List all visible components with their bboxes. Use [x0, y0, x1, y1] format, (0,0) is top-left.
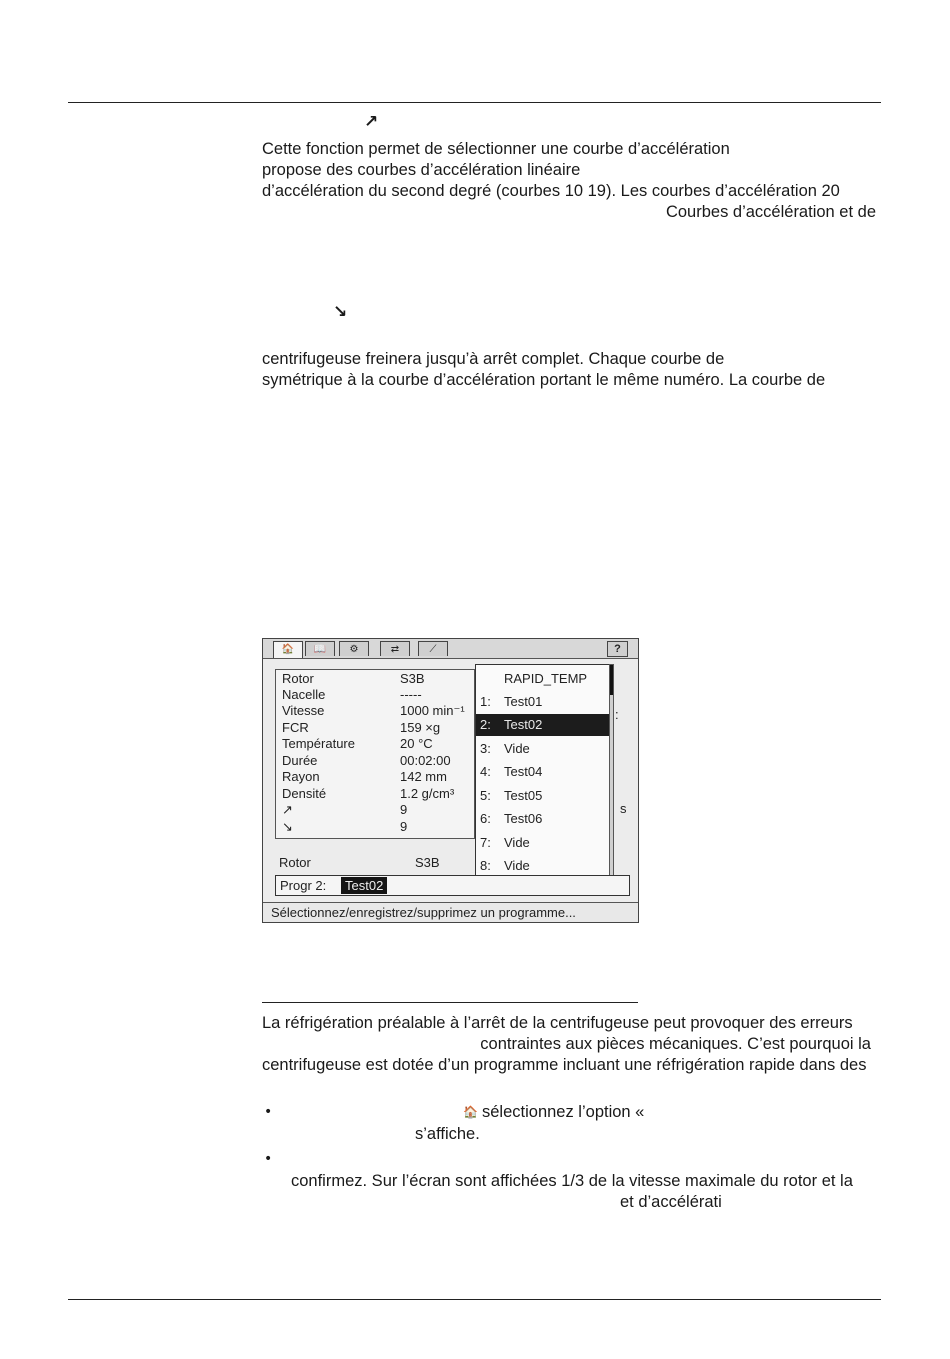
home-icon[interactable]: 🏠	[273, 641, 303, 658]
status-bar: Sélectionnez/enregistrez/supprimez un programme...	[263, 902, 638, 922]
param-label: Nacelle	[282, 687, 326, 702]
rotor-icon[interactable]: ⚙	[339, 641, 369, 656]
program-number: 2:	[480, 717, 491, 732]
accel-text-line-1: Cette fonction permet de sélectionner une courbe d’accélération	[262, 140, 730, 158]
tab-bar	[263, 639, 638, 659]
curve-icon[interactable]: ⟋	[418, 641, 448, 656]
deceleration-arrow-icon: ↘	[333, 302, 348, 322]
settings-icon[interactable]: ⇄	[380, 641, 410, 656]
program-list-item[interactable]	[476, 855, 609, 877]
scrollbar-thumb[interactable]	[610, 665, 613, 695]
program-name: Test02	[504, 717, 543, 732]
program-name: Test06	[504, 811, 543, 826]
param-row	[282, 802, 408, 818]
param-label: Rayon	[282, 769, 320, 784]
param-row	[282, 753, 451, 769]
program-list-item[interactable]	[476, 785, 609, 807]
parameter-panel	[275, 669, 475, 839]
param-value: -----	[400, 687, 422, 702]
deceleration-curve-icon: ↘	[282, 819, 293, 834]
program-number: 4:	[480, 764, 491, 779]
accel-text-line-2: propose des courbes d’accélération linéaire	[262, 161, 581, 179]
program-list-header: RAPID_TEMP	[504, 671, 588, 686]
book-icon[interactable]: 📖	[305, 641, 335, 656]
side-fragment: s	[620, 801, 627, 816]
bullet-2-text: confirmez. Sur l’écran sont affichées 1/3 de la vitesse maximale du rotor et la	[291, 1172, 853, 1190]
param-label: Vitesse	[282, 703, 325, 718]
program-value[interactable]: Test02	[341, 877, 387, 894]
bullet-marker: •	[264, 1104, 273, 1120]
program-list-item-selected[interactable]	[476, 714, 609, 736]
brake-text-line-2: symétrique à la courbe d’accélération portant le même numéro. La courbe de	[262, 371, 826, 389]
param-row	[282, 703, 465, 719]
section-rule	[262, 1002, 638, 1003]
param-label: Rotor	[282, 671, 314, 686]
program-list	[475, 664, 610, 877]
program-number: 7:	[480, 835, 491, 850]
program-list-item[interactable]	[476, 691, 609, 713]
param-label: Durée	[282, 753, 318, 768]
param-row	[282, 687, 422, 703]
refrig-text-line-1: La réfrigération préalable à l’arrêt de la centrifugeuse peut provoquer des erreurs	[262, 1014, 853, 1032]
help-button[interactable]: ?	[607, 641, 628, 657]
refrig-text-line-3: centrifugeuse est dotée d’un programme incluant une réfrigération rapide dans des	[262, 1056, 867, 1074]
centrifuge-screen	[262, 638, 639, 923]
program-name: Test01	[504, 694, 543, 709]
param-value: 1000 min⁻¹	[400, 703, 465, 718]
param-value: 00:02:00	[400, 753, 451, 768]
program-name: Vide	[504, 835, 530, 850]
accel-text-line-4: Courbes d’accélération et de	[665, 203, 876, 221]
param-row	[282, 769, 447, 785]
footer-rule	[68, 1299, 881, 1300]
bullet-marker: •	[264, 1151, 273, 1167]
program-number: 5:	[480, 788, 491, 803]
brake-text-line-1: centrifugeuse freinera jusqu’à arrêt complet. Chaque courbe de	[262, 350, 725, 368]
refrig-text-line-2: contraintes aux pièces mécaniques. C’est pourquoi la	[480, 1035, 871, 1053]
param-value: 1.2 g/cm³	[400, 786, 455, 801]
bullet-2-text-2: et d’accélérati	[620, 1193, 722, 1211]
side-fragment: :	[615, 707, 619, 722]
param-row	[282, 720, 441, 736]
rotor-summary	[279, 855, 440, 870]
param-label: Densité	[282, 786, 327, 801]
param-value: 9	[400, 819, 408, 834]
program-list-item[interactable]	[476, 808, 609, 830]
header-rule	[68, 102, 881, 103]
home-icon: 🏠	[463, 1105, 478, 1119]
program-name: Vide	[504, 741, 530, 756]
param-row	[282, 786, 455, 802]
program-number: 3:	[480, 741, 491, 756]
bullet-1-text-2: s’affiche.	[415, 1125, 480, 1143]
param-row	[282, 819, 408, 835]
program-list-item[interactable]	[476, 832, 609, 854]
program-label: Progr 2:	[280, 878, 327, 893]
program-name: Vide	[504, 858, 530, 873]
program-number: 6:	[480, 811, 491, 826]
param-value: 9	[400, 802, 408, 817]
param-label: Température	[282, 736, 355, 751]
program-number: 8:	[480, 858, 491, 873]
program-name: Test05	[504, 788, 543, 803]
rotor-summary-value: S3B	[415, 855, 440, 870]
param-row	[282, 671, 425, 687]
param-value: 142 mm	[400, 769, 447, 784]
param-value: S3B	[400, 671, 425, 686]
program-field[interactable]	[275, 875, 630, 896]
program-name: Test04	[504, 764, 543, 779]
program-list-scrollbar[interactable]	[609, 664, 614, 877]
param-value: 159 ×g	[400, 720, 441, 735]
param-value: 20 °C	[400, 736, 433, 751]
program-list-item[interactable]	[476, 738, 609, 760]
acceleration-arrow-icon: ↗	[364, 112, 379, 132]
bullet-1-text: sélectionnez l’option «	[482, 1103, 645, 1121]
accel-text-line-3: d’accélération du second degré (courbes 10 19). Les courbes d’accélération 20	[262, 182, 840, 200]
program-list-item[interactable]	[476, 761, 609, 783]
acceleration-curve-icon: ↗	[282, 802, 293, 817]
program-number: 1:	[480, 694, 491, 709]
param-label: FCR	[282, 720, 309, 735]
param-row	[282, 736, 433, 752]
rotor-summary-label: Rotor	[279, 855, 311, 870]
